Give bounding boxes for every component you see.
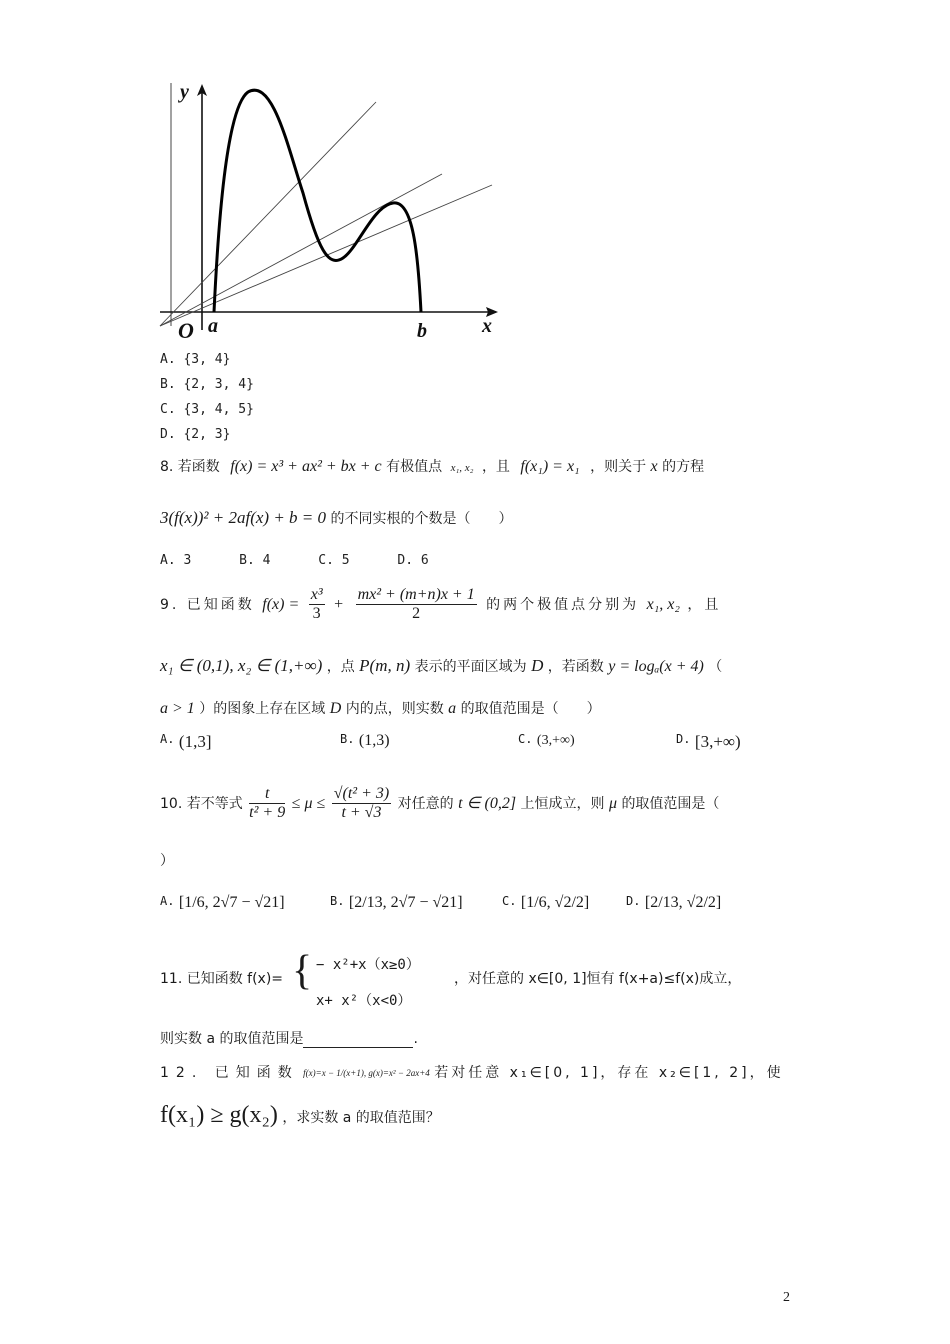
q8-equation: 3(f(x))² + 2af(x) + b = 0 <box>160 508 327 527</box>
q8-option-a: A. 3 <box>160 553 192 568</box>
q8-text-5: 的不同实根的个数是（ ） <box>330 511 513 527</box>
q9-text-2: ，且 <box>687 596 722 613</box>
q9-frac2-den: 2 <box>412 605 421 623</box>
q12-number: 12. 已知函数 <box>160 1065 299 1081</box>
q10-inequality: ≤ μ ≤ <box>291 794 326 812</box>
q10-domain: t ∈ (0,2] <box>458 794 517 812</box>
q11-brace: { <box>292 948 313 994</box>
q9-line-2 <box>160 656 722 676</box>
q9-text-6: （ <box>708 659 723 675</box>
a-label: a <box>208 315 218 337</box>
b-label: b <box>417 320 427 342</box>
q12-text-2: ，求实数 a 的取值范围？ <box>282 1110 440 1126</box>
q9-option-a-value: (1,3] <box>178 732 212 751</box>
q9-extreme-points: x₁, x₂ <box>646 595 680 613</box>
line-1 <box>160 102 376 326</box>
q8-number: 8. 若函数 <box>160 459 220 475</box>
q9-f-lhs: f(x) = <box>262 595 300 613</box>
q7-option-d: D. {2, 3} <box>160 427 231 442</box>
q10-option-c-label: C. <box>502 894 517 908</box>
q9-option-c-value: (3,+∞) <box>536 733 575 748</box>
q8-text-3: ，则关于 <box>590 459 647 475</box>
q9-fraction-2 <box>356 586 477 624</box>
q8-option-d: D. 6 <box>397 553 429 568</box>
q8-extreme-points: x₁, x₂ <box>450 462 474 474</box>
q9-option-c <box>518 732 575 749</box>
q10-option-c-value: [1/6, √2/2] <box>520 894 590 911</box>
q9-option-c-label: C. <box>518 732 533 746</box>
q12-functions: f(x)=x − 1/(x+1), g(x)=x² − 2ax+4 <box>303 1068 430 1078</box>
q8-options <box>160 553 429 568</box>
q9-region: D <box>531 656 544 675</box>
q10-option-c <box>502 894 589 912</box>
q11-case-2: x+ x²（x<0） <box>316 993 412 1009</box>
origin-label: O <box>178 318 194 343</box>
q9-option-b <box>340 732 390 750</box>
q9-text-1: 的两个极值点分别为 <box>486 596 640 613</box>
q10-frac2-den: t + √3 <box>341 804 382 822</box>
q10-option-a-value: [1/6, 2√7 − √21] <box>178 894 285 911</box>
q10-number: 10. 若不等式 <box>160 795 243 812</box>
q9-log-function: y = logₐ(x + 4) <box>608 658 704 675</box>
function-graph-figure <box>158 78 503 343</box>
q9-option-d <box>676 732 741 752</box>
q9-line-3 <box>160 698 601 718</box>
q10-option-d-label: D. <box>626 894 641 908</box>
q9-intervals: x₁ ∈ (0,1), x₂ ∈ (1,+∞) <box>160 656 323 675</box>
q8-variable: x <box>650 458 658 475</box>
q9-text-3: ，点 <box>326 659 355 675</box>
q9-text-4: 表示的平面区域为 <box>414 659 527 675</box>
q7-option-b: B. {2, 3, 4} <box>160 377 254 392</box>
q10-line-1 <box>160 785 719 823</box>
q10-fraction-1 <box>249 785 285 823</box>
q9-text-5: ，若函数 <box>547 659 604 675</box>
q10-option-b-value: [2/13, 2√7 − √21] <box>348 894 463 911</box>
q9-line-1 <box>160 586 721 624</box>
q10-frac1-num: t <box>249 785 285 804</box>
q10-option-b <box>330 894 463 912</box>
q10-option-d-value: [2/13, √2/2] <box>644 894 722 911</box>
q9-option-b-label: B. <box>340 732 355 746</box>
q8-option-b: B. 4 <box>239 553 271 568</box>
q9-region-2: D <box>329 700 342 717</box>
function-curve <box>214 90 421 312</box>
q9-frac1-num: x³ <box>309 586 325 605</box>
q8-condition: f(x₁) = x₁ <box>520 458 580 475</box>
q9-frac2-num: mx² + (m+n)x + 1 <box>356 586 477 605</box>
q8-text-4: 的方程 <box>662 459 705 475</box>
q7-option-a: A. {3, 4} <box>160 352 231 367</box>
q11-number: 11. 已知函数 f(x)= <box>160 971 284 987</box>
q12-line-1 <box>160 1062 784 1082</box>
q9-option-d-value: [3,+∞) <box>694 732 741 751</box>
q10-fraction-2 <box>332 785 391 823</box>
q10-text-2: 上恒成立，则 <box>520 795 605 812</box>
q9-point: P(m, n) <box>359 656 411 675</box>
q8-text-2: ，且 <box>481 459 510 475</box>
q11-answer-blank[interactable] <box>303 1033 413 1048</box>
q9-number: 9. 已知函数 <box>160 596 255 613</box>
q9-plus: + <box>334 595 347 613</box>
q8-line-2 <box>160 508 512 528</box>
q10-option-a <box>160 894 285 912</box>
q12-inequality: f(x₁) ≥ g(x₂) <box>160 1102 278 1128</box>
q10-text-3: 的取值范围是（ <box>621 795 720 812</box>
q11-line-2 <box>160 1028 418 1048</box>
q9-text-8: 内的点，则实数 <box>345 701 444 717</box>
q10-option-a-label: A. <box>160 894 175 908</box>
page-number: 2 <box>783 1290 790 1305</box>
q9-option-b-value: (1,3) <box>358 732 390 749</box>
q9-frac1-den: 3 <box>312 605 321 623</box>
y-axis-label: y <box>180 81 189 103</box>
q9-a-variable: a <box>448 700 457 717</box>
q10-mu: μ <box>608 794 617 812</box>
x-axis-label: x <box>482 315 492 337</box>
q9-text-7: ）的图象上存在区域 <box>199 701 326 717</box>
q9-option-a <box>160 732 211 752</box>
q9-fraction-1 <box>309 586 325 624</box>
q10-option-d <box>626 894 721 912</box>
q9-option-a-label: A. <box>160 732 175 746</box>
q10-text-1: 对任意的 <box>397 795 454 812</box>
q7-option-c: C. {3, 4, 5} <box>160 402 254 417</box>
q11-text-3: . <box>413 1031 418 1047</box>
q10-option-b-label: B. <box>330 894 345 908</box>
q11-case-1: − x²+x（x≥0） <box>316 957 420 973</box>
q10-frac2-num: √(t² + 3) <box>332 785 391 804</box>
q9-text-9: 的取值范围是（ ） <box>460 701 601 717</box>
q10-frac1-den: t² + 9 <box>249 804 286 822</box>
q12-text-1: 若对任意 x₁∈[0, 1]，存在 x₂∈[1, 2]，使 <box>434 1065 784 1081</box>
q11-text-2: 则实数 a 的取值范围是 <box>160 1031 304 1047</box>
q8-line-1 <box>160 456 704 476</box>
q8-text-1: 有极值点 <box>386 459 443 475</box>
q8-option-c: C. 5 <box>318 553 350 568</box>
q11-text-1: ，对任意的 x∈[0, 1]恒有 f(x+a)≤f(x)成立， <box>454 971 742 987</box>
q10-text-4: ） <box>160 853 174 869</box>
q12-line-2 <box>160 1102 440 1129</box>
q9-option-d-label: D. <box>676 732 691 746</box>
q8-function: f(x) = x³ + ax² + bx + c <box>230 458 382 475</box>
q9-condition: a > 1 <box>160 700 195 717</box>
